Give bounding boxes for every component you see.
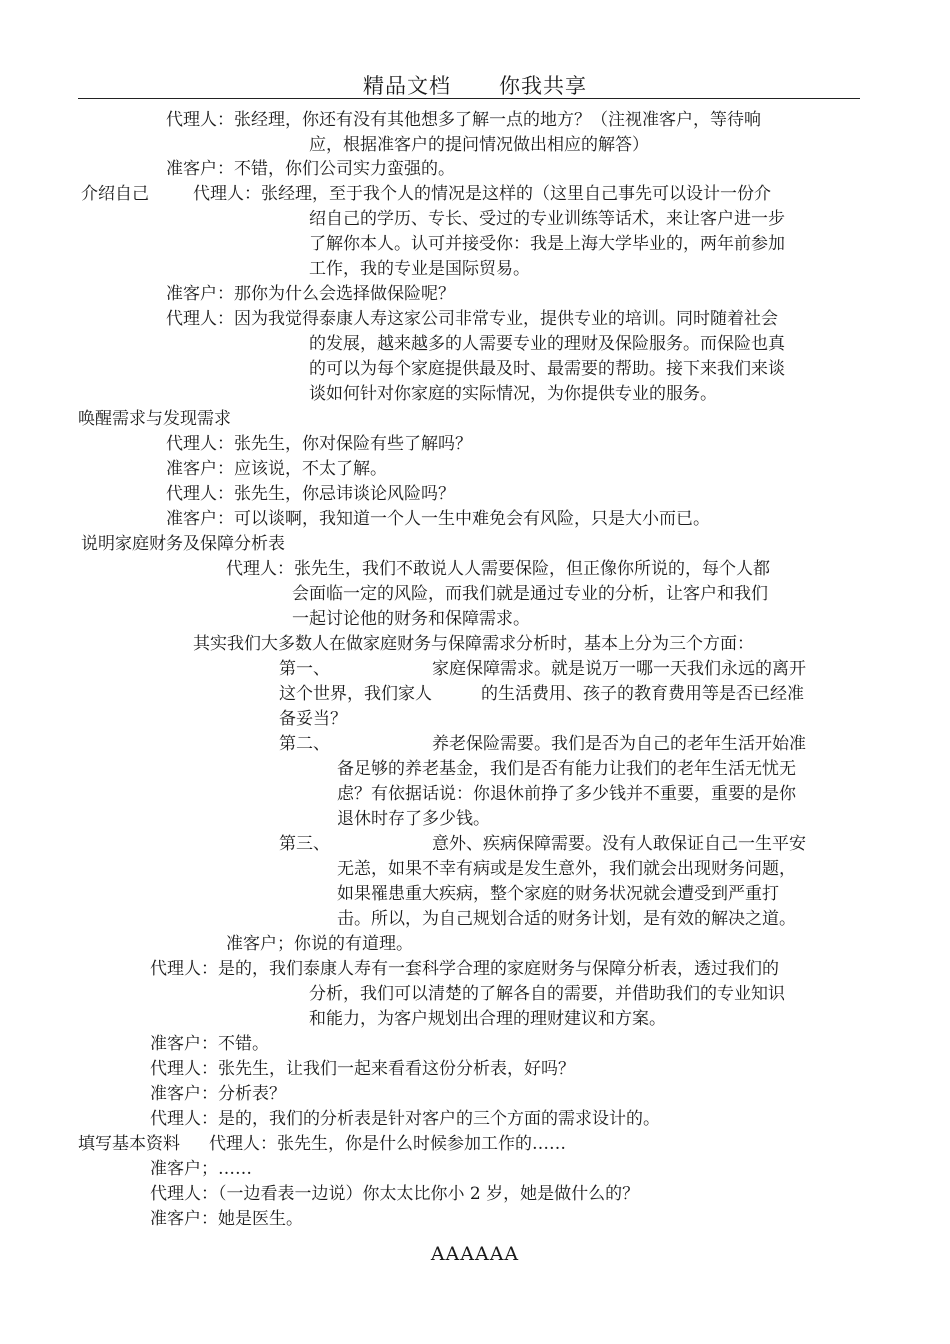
section-label: 唤醒需求与发现需求 xyxy=(78,409,231,429)
page-footer: AAAAAA xyxy=(430,1243,520,1265)
text-line: 会面临一定的风险，而我们就是通过专业的分析，让客户和我们 xyxy=(292,584,768,604)
header-right: 你我共享 xyxy=(499,74,587,98)
text-line: 准客户：分析表？ xyxy=(150,1084,286,1104)
text-line: 备足够的养老基金，我们是否有能力让我们的老年生活无忧无 xyxy=(337,759,796,779)
text-line: 准客户：那你为什么会选择做保险呢？ xyxy=(166,284,455,304)
text-line: 准客户：不错，你们公司实力蛮强的。 xyxy=(166,159,455,179)
text-line: 一起讨论他的财务和保障需求。 xyxy=(292,609,530,629)
text-line: 谈如何针对你家庭的实际情况，为你提供专业的服务。 xyxy=(309,384,717,404)
text-line: 准客户：她是医生。 xyxy=(150,1209,303,1229)
text-line: 准客户：应该说，不太了解。 xyxy=(166,459,387,479)
text-line: 的发展，越来越多的人需要专业的理财及保险服务。而保险也真 xyxy=(309,334,785,354)
text-line: 了解你本人。认可并接受你：我是上海大学毕业的，两年前参加 xyxy=(309,234,785,254)
text-line: 的可以为每个家庭提供最及时、最需要的帮助。接下来我们来谈 xyxy=(309,359,785,379)
list-marker: 第二、 xyxy=(279,734,330,754)
text-line: 分析，我们可以清楚的了解各自的需要，并借助我们的专业知识 xyxy=(309,984,785,1004)
section-label: 填写基本资料 xyxy=(78,1134,180,1154)
list-marker: 第一、 xyxy=(279,659,330,679)
text-line: 代理人：是的，我们的分析表是针对客户的三个方面的需求设计的。 xyxy=(150,1109,660,1129)
text-line: 应，根据准客户的提问情况做出相应的解答） xyxy=(309,135,649,155)
text-line: 准客户；…… xyxy=(150,1159,252,1179)
list-marker: 第三、 xyxy=(279,834,330,854)
text-line: 备妥当？ xyxy=(279,709,347,729)
text-line: 代理人：张先生，我们不敢说人人需要保险，但正像你所说的，每个人都 xyxy=(226,559,770,579)
text-line: 的生活费用、孩子的教育费用等是否已经准 xyxy=(481,684,804,704)
text-line: 代理人：张先生，你是什么时候参加工作的…… xyxy=(209,1134,566,1154)
text-line: 这个世界，我们家人 xyxy=(279,684,432,704)
text-line: 代理人：是的，我们泰康人寿有一套科学合理的家庭财务与保障分析表，透过我们的 xyxy=(150,959,779,979)
text-line: 和能力，为客户规划出合理的理财建议和方案。 xyxy=(309,1009,666,1029)
header-rule xyxy=(78,98,860,99)
text-line: 准客户：可以谈啊，我知道一个人一生中难免会有风险，只是大小而已。 xyxy=(166,509,710,529)
text-line: 准客户：不错。 xyxy=(150,1034,269,1054)
text-line: 如果罹患重大疾病，整个家庭的财务状况就会遭受到严重打 xyxy=(337,884,779,904)
section-label: 介绍自己 xyxy=(81,184,149,204)
text-line: 其实我们大多数人在做家庭财务与保障需求分析时，基本上分为三个方面： xyxy=(193,634,754,654)
text-line: 击。所以，为自己规划合适的财务计划，是有效的解决之道。 xyxy=(337,909,796,929)
text-line: 养老保险需要。我们是否为自己的老年生活开始准 xyxy=(432,734,806,754)
section-label: 说明家庭财务及保障分析表 xyxy=(81,534,285,554)
text-line: 退休时存了多少钱。 xyxy=(337,809,490,829)
header-left: 精品文档 xyxy=(363,74,451,98)
text-line: 代理人：（一边看表一边说）你太太比你小 2 岁，她是做什么的？ xyxy=(150,1184,640,1204)
text-line: 准客户；你说的有道理。 xyxy=(226,934,413,954)
text-line: 代理人：张经理，你还有没有其他想多了解一点的地方？（注视准客户，等待响 xyxy=(166,110,761,130)
text-line: 虑？有依据话说：你退休前挣了多少钱并不重要，重要的是你 xyxy=(337,784,796,804)
page-header xyxy=(0,70,950,100)
text-line: 无恙，如果不幸有病或是发生意外，我们就会出现财务问题， xyxy=(337,859,796,879)
text-line: 绍自己的学历、专长、受过的专业训练等话术，来让客户进一步 xyxy=(309,209,785,229)
text-line: 代理人：张先生，让我们一起来看看这份分析表，好吗？ xyxy=(150,1059,575,1079)
text-line: 代理人：张经理，至于我个人的情况是这样的（这里自己事先可以设计一份介 xyxy=(193,184,771,204)
text-line: 家庭保障需求。就是说万一哪一天我们永远的离开 xyxy=(432,659,806,679)
text-line: 代理人：张先生，你忌讳谈论风险吗？ xyxy=(166,484,455,504)
text-line: 代理人：张先生，你对保险有些了解吗？ xyxy=(166,434,472,454)
text-line: 工作，我的专业是国际贸易。 xyxy=(309,259,530,279)
text-line: 意外、疾病保障需要。没有人敢保证自己一生平安 xyxy=(432,834,806,854)
text-line: 代理人：因为我觉得泰康人寿这家公司非常专业，提供专业的培训。同时随着社会 xyxy=(166,309,778,329)
